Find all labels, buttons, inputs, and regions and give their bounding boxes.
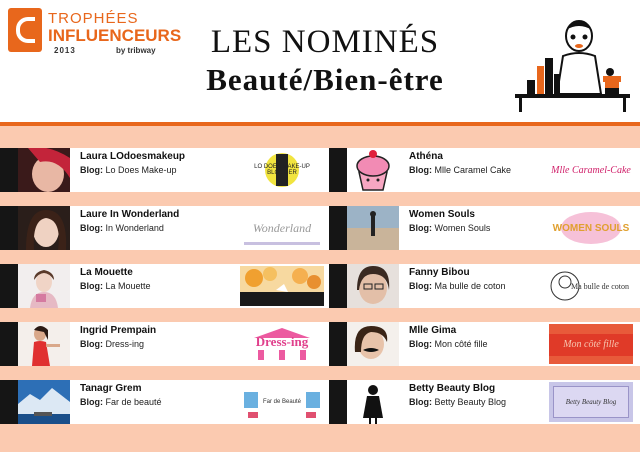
nominee-card [0, 148, 310, 192]
blog-logo[interactable] [240, 266, 324, 306]
nominee-blog: Blog: Betty Beauty Blog [409, 397, 507, 407]
logo-line2: INFLUENCEURS [48, 26, 182, 45]
blog-logo[interactable]: Wonderland [240, 208, 324, 248]
card-sidebar [329, 322, 347, 366]
trophees-influenceurs-logo [8, 8, 182, 58]
nominee-blog: Blog: Ma bulle de coton [409, 281, 506, 291]
blog-logo[interactable]: Betty Beauty Blog [549, 382, 633, 422]
blog-logo[interactable]: Dress-ing [240, 324, 324, 364]
nominee-photo [18, 264, 70, 308]
nominee-name: Laura LOdoesmakeup [80, 151, 186, 162]
nominee-blog: Blog: Far de beauté [80, 397, 162, 407]
blog-logo[interactable]: Mlle Caramel-Cake [549, 150, 633, 190]
nominee-blog: Blog: In Wonderland [80, 223, 164, 233]
nominee-photo [347, 206, 399, 250]
nominee-photo [347, 322, 399, 366]
card-sidebar [329, 264, 347, 308]
nominee-name: Ingrid Prempain [80, 325, 157, 336]
card-sidebar [329, 206, 347, 250]
nominee-blog: Blog: Women Souls [409, 223, 491, 233]
card-sidebar [0, 148, 18, 192]
logo-year: 2013 [54, 46, 76, 55]
nominee-blog: Blog: Mlle Caramel Cake [409, 165, 512, 175]
card-sidebar [0, 206, 18, 250]
card-sidebar [0, 264, 18, 308]
card-sidebar [329, 148, 347, 192]
nominee-name: Betty Beauty Blog [409, 383, 496, 394]
nominee-name: Laure In Wonderland [80, 209, 180, 220]
card-sidebar [0, 380, 18, 424]
nominee-photo [347, 380, 399, 424]
nominee-name: Athéna [409, 151, 443, 162]
nominee-name: Tanagr Grem [80, 383, 142, 394]
blog-logo[interactable]: LO DOES MAKE-UP BLOGGER [240, 150, 324, 190]
nominee-photo [18, 206, 70, 250]
card-sidebar [329, 380, 347, 424]
nominee-card [329, 206, 629, 250]
nominee-blog: Blog: La Mouette [80, 281, 151, 291]
card-sidebar [0, 322, 18, 366]
nominee-photo [18, 148, 70, 192]
nominee-name: Women Souls [409, 209, 475, 220]
nominee-blog: Blog: Dress-ing [80, 339, 145, 349]
nominee-card [0, 322, 309, 366]
logo-by: by tribway [116, 46, 156, 55]
blog-logo[interactable]: Mon côté fille [549, 324, 633, 364]
nominee-name: La Mouette [80, 267, 133, 278]
header [0, 0, 640, 122]
nominee-card [329, 148, 629, 192]
logo-line1: TROPHÉES [48, 10, 139, 27]
nominee-photo [18, 380, 70, 424]
nominee-card [329, 264, 629, 308]
nominee-blog: Blog: Mon côté fille [409, 339, 488, 349]
nominee-card [0, 206, 312, 250]
page-title: LES NOMINÉS [210, 24, 440, 60]
nominee-card [0, 380, 300, 424]
nominee-photo [347, 264, 399, 308]
nominee-name: Fanny Bibou [409, 267, 470, 278]
nominee-photo [18, 322, 70, 366]
page-subtitle: Beauté/Bien-être [206, 62, 444, 97]
blog-logo[interactable]: Ma bulle de coton [549, 266, 633, 306]
woman-at-vanity-illustration [515, 6, 630, 114]
logo-e-mark [8, 8, 42, 52]
blog-logo[interactable]: WOMEN SOULS [549, 208, 633, 248]
nominee-name: Mlle Gima [409, 325, 457, 336]
nominee-card [329, 322, 629, 366]
nominee-blog: Blog: Lo Does Make-up [80, 165, 177, 175]
nominee-photo [347, 148, 399, 192]
nominee-card [0, 264, 300, 308]
nominee-card [329, 380, 629, 424]
blog-logo[interactable]: Far de Beauté [240, 382, 324, 422]
